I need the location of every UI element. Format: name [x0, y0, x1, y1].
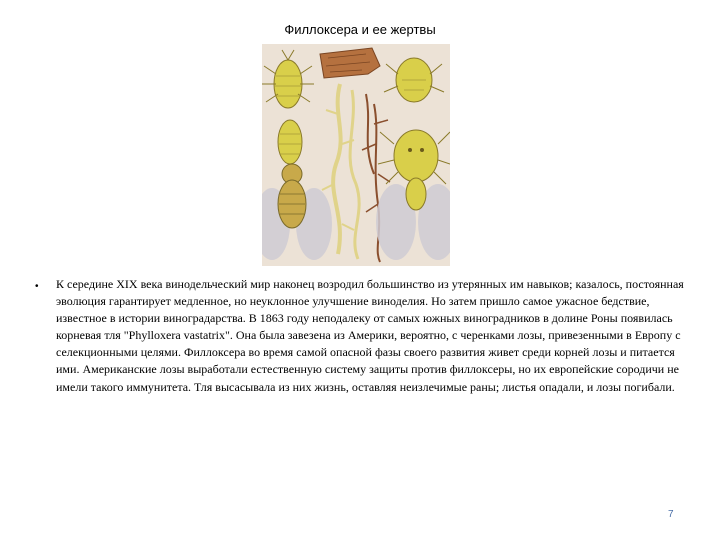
phylloxera-illustration	[262, 44, 450, 266]
slide-title: Филлоксера и ее жертвы	[284, 22, 436, 37]
body-paragraph: К середине XIX века винодельческий мир наконец возродил большинство из утерянных им навыков; казалось, постоянная эволюция гарантирует медленное, но неуклонное улучшение виноделия. Но затем пришло самое ужасное бедствие, известное в истории виноградарства. В 1863 году неподалеку от самых южных виноградников в долине Роны появилась корневая тля "Phylloxera vastatrix". Она была завезена из Америки, вероятно, с черенками лозы, привезенными в Европу с селекционными целями. Филлоксера во время самой опасной фазы своего развития живет среди корней лозы и питается ими. Американские лозы выработали естественную систему защиты против филлоксеры, но их европейские сородичи не имели такого иммунитета. Тля высасывала из них жизнь, оставляя неизлечимые раны; листья опадали, и лозы погибали.	[56, 277, 684, 394]
bullet-marker: •	[35, 281, 39, 292]
pupa-left	[278, 120, 302, 164]
page-number: 7	[668, 509, 674, 520]
